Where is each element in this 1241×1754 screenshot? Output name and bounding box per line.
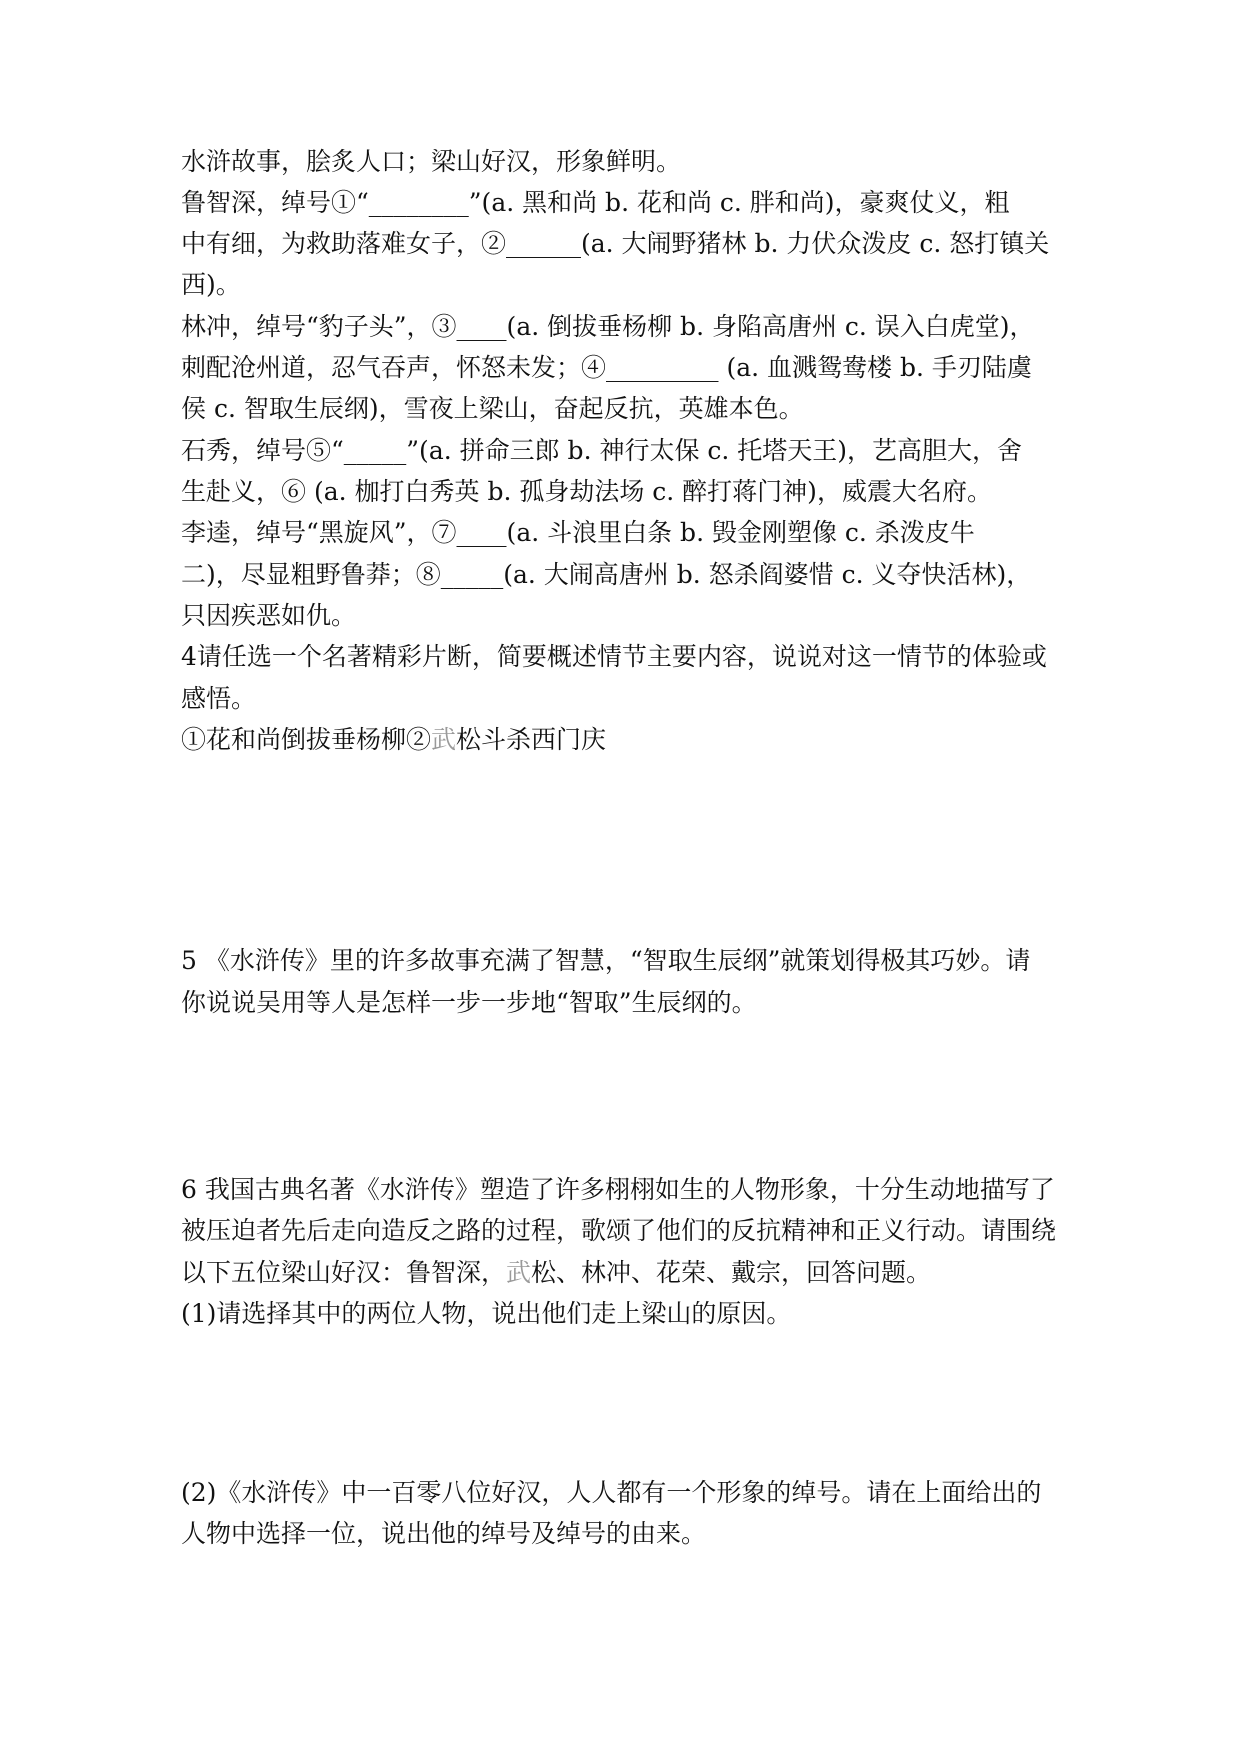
question-4-options xyxy=(181,720,1081,760)
luzhishen-line-1: 鲁智深，绰号①“________”(a. 黑和尚 b. 花和尚 c. 胖和尚)，豪爽仗义，粗 xyxy=(181,188,1010,217)
shixiu-line-1: 石秀，绰号⑤“_____”(a. 拼命三郎 b. 神行太保 c. 托塔天王)，艺高胆大，舍 xyxy=(181,436,1023,465)
question-6-line-2: 被压迫者先后走向造反之路的过程，歌颂了他们的反抗精神和正义行动。请围绕 xyxy=(181,1216,1057,1245)
question-6-line-3 xyxy=(181,1253,1081,1293)
luzhishen-line-3: 西)。 xyxy=(181,270,241,299)
shixiu-line-2: 生赴义，⑥ (a. 枷打白秀英 b. 孤身劫法场 c. 醉打蒋门神)，威震大名府。 xyxy=(181,477,992,506)
likui-line-1: 李逵，绰号“黑旋风”，⑦____(a. 斗浪里白条 b. 毁金刚塑像 c. 杀泼皮牛 xyxy=(181,518,975,547)
question-5-line-2: 你说说吴用等人是怎样一步一步地“智取”生辰纲的。 xyxy=(181,988,757,1017)
linchong-line-3: 侯 c. 智取生辰纲)，雪夜上梁山，奋起反抗，英雄本色。 xyxy=(181,394,804,423)
question-4-faded-character: 武 xyxy=(431,725,457,754)
likui-line-2: 二)，尽显粗野鲁莽；⑧_____(a. 大闹高唐州 b. 怒杀阎婆惜 c. 义夺快活林)， xyxy=(181,560,1032,589)
luzhishen-line-2: 中有细，为救助落难女子，②______(a. 大闹野猪林 b. 力伏众泼皮 c. 怒打镇关 xyxy=(181,229,1050,258)
question-6-line-1: 6 我国古典名著《水浒传》塑造了许多栩栩如生的人物形象，十分生动地描写了 xyxy=(181,1175,1055,1204)
passage-intro: 水浒故事，脍炙人口；梁山好汉，形象鲜明。 xyxy=(181,147,682,176)
question-4-line-1: 4请任选一个名著精彩片断，简要概述情节主要内容，说说对这一情节的体验或 xyxy=(181,642,1047,671)
question-5-line-1: 5 《水浒传》里的许多故事充满了智慧，“智取生辰纲”就策划得极其巧妙。请 xyxy=(181,946,1031,975)
question-6-sub-2-line-1: (2)《水浒传》中一百零八位好汉，人人都有一个形象的绰号。请在上面给出的 xyxy=(181,1478,1042,1507)
linchong-line-1: 林冲，绰号“豹子头”，③____(a. 倒拔垂杨柳 b. 身陷高唐州 c. 误入白虎堂)， xyxy=(181,312,1035,341)
question-6-sub-2-line-2: 人物中选择一位，说出他的绰号及绰号的由来。 xyxy=(181,1519,707,1548)
question-4-options-part-a: ①花和尚倒拔垂杨柳② xyxy=(181,725,432,754)
likui-line-3: 只因疾恶如仇。 xyxy=(181,601,357,630)
question-4-line-2: 感悟。 xyxy=(181,684,257,713)
question-6-line-3-part-b: 松、林冲、花荣、戴宗，回答问题。 xyxy=(531,1258,932,1287)
question-4-options-part-b: 松斗杀西门庆 xyxy=(456,725,607,754)
question-6-sub-1: (1)请选择其中的两位人物，说出他们走上梁山的原因。 xyxy=(181,1299,792,1328)
question-6-faded-character: 武 xyxy=(506,1258,532,1287)
linchong-line-2: 刺配沧州道，忍气吞声，怀怒未发；④_________ (a. 血溅鸳鸯楼 b. 手刃陆虞 xyxy=(181,353,1032,382)
question-6-line-3-part-a: 以下五位梁山好汉：鲁智深， xyxy=(181,1258,507,1287)
